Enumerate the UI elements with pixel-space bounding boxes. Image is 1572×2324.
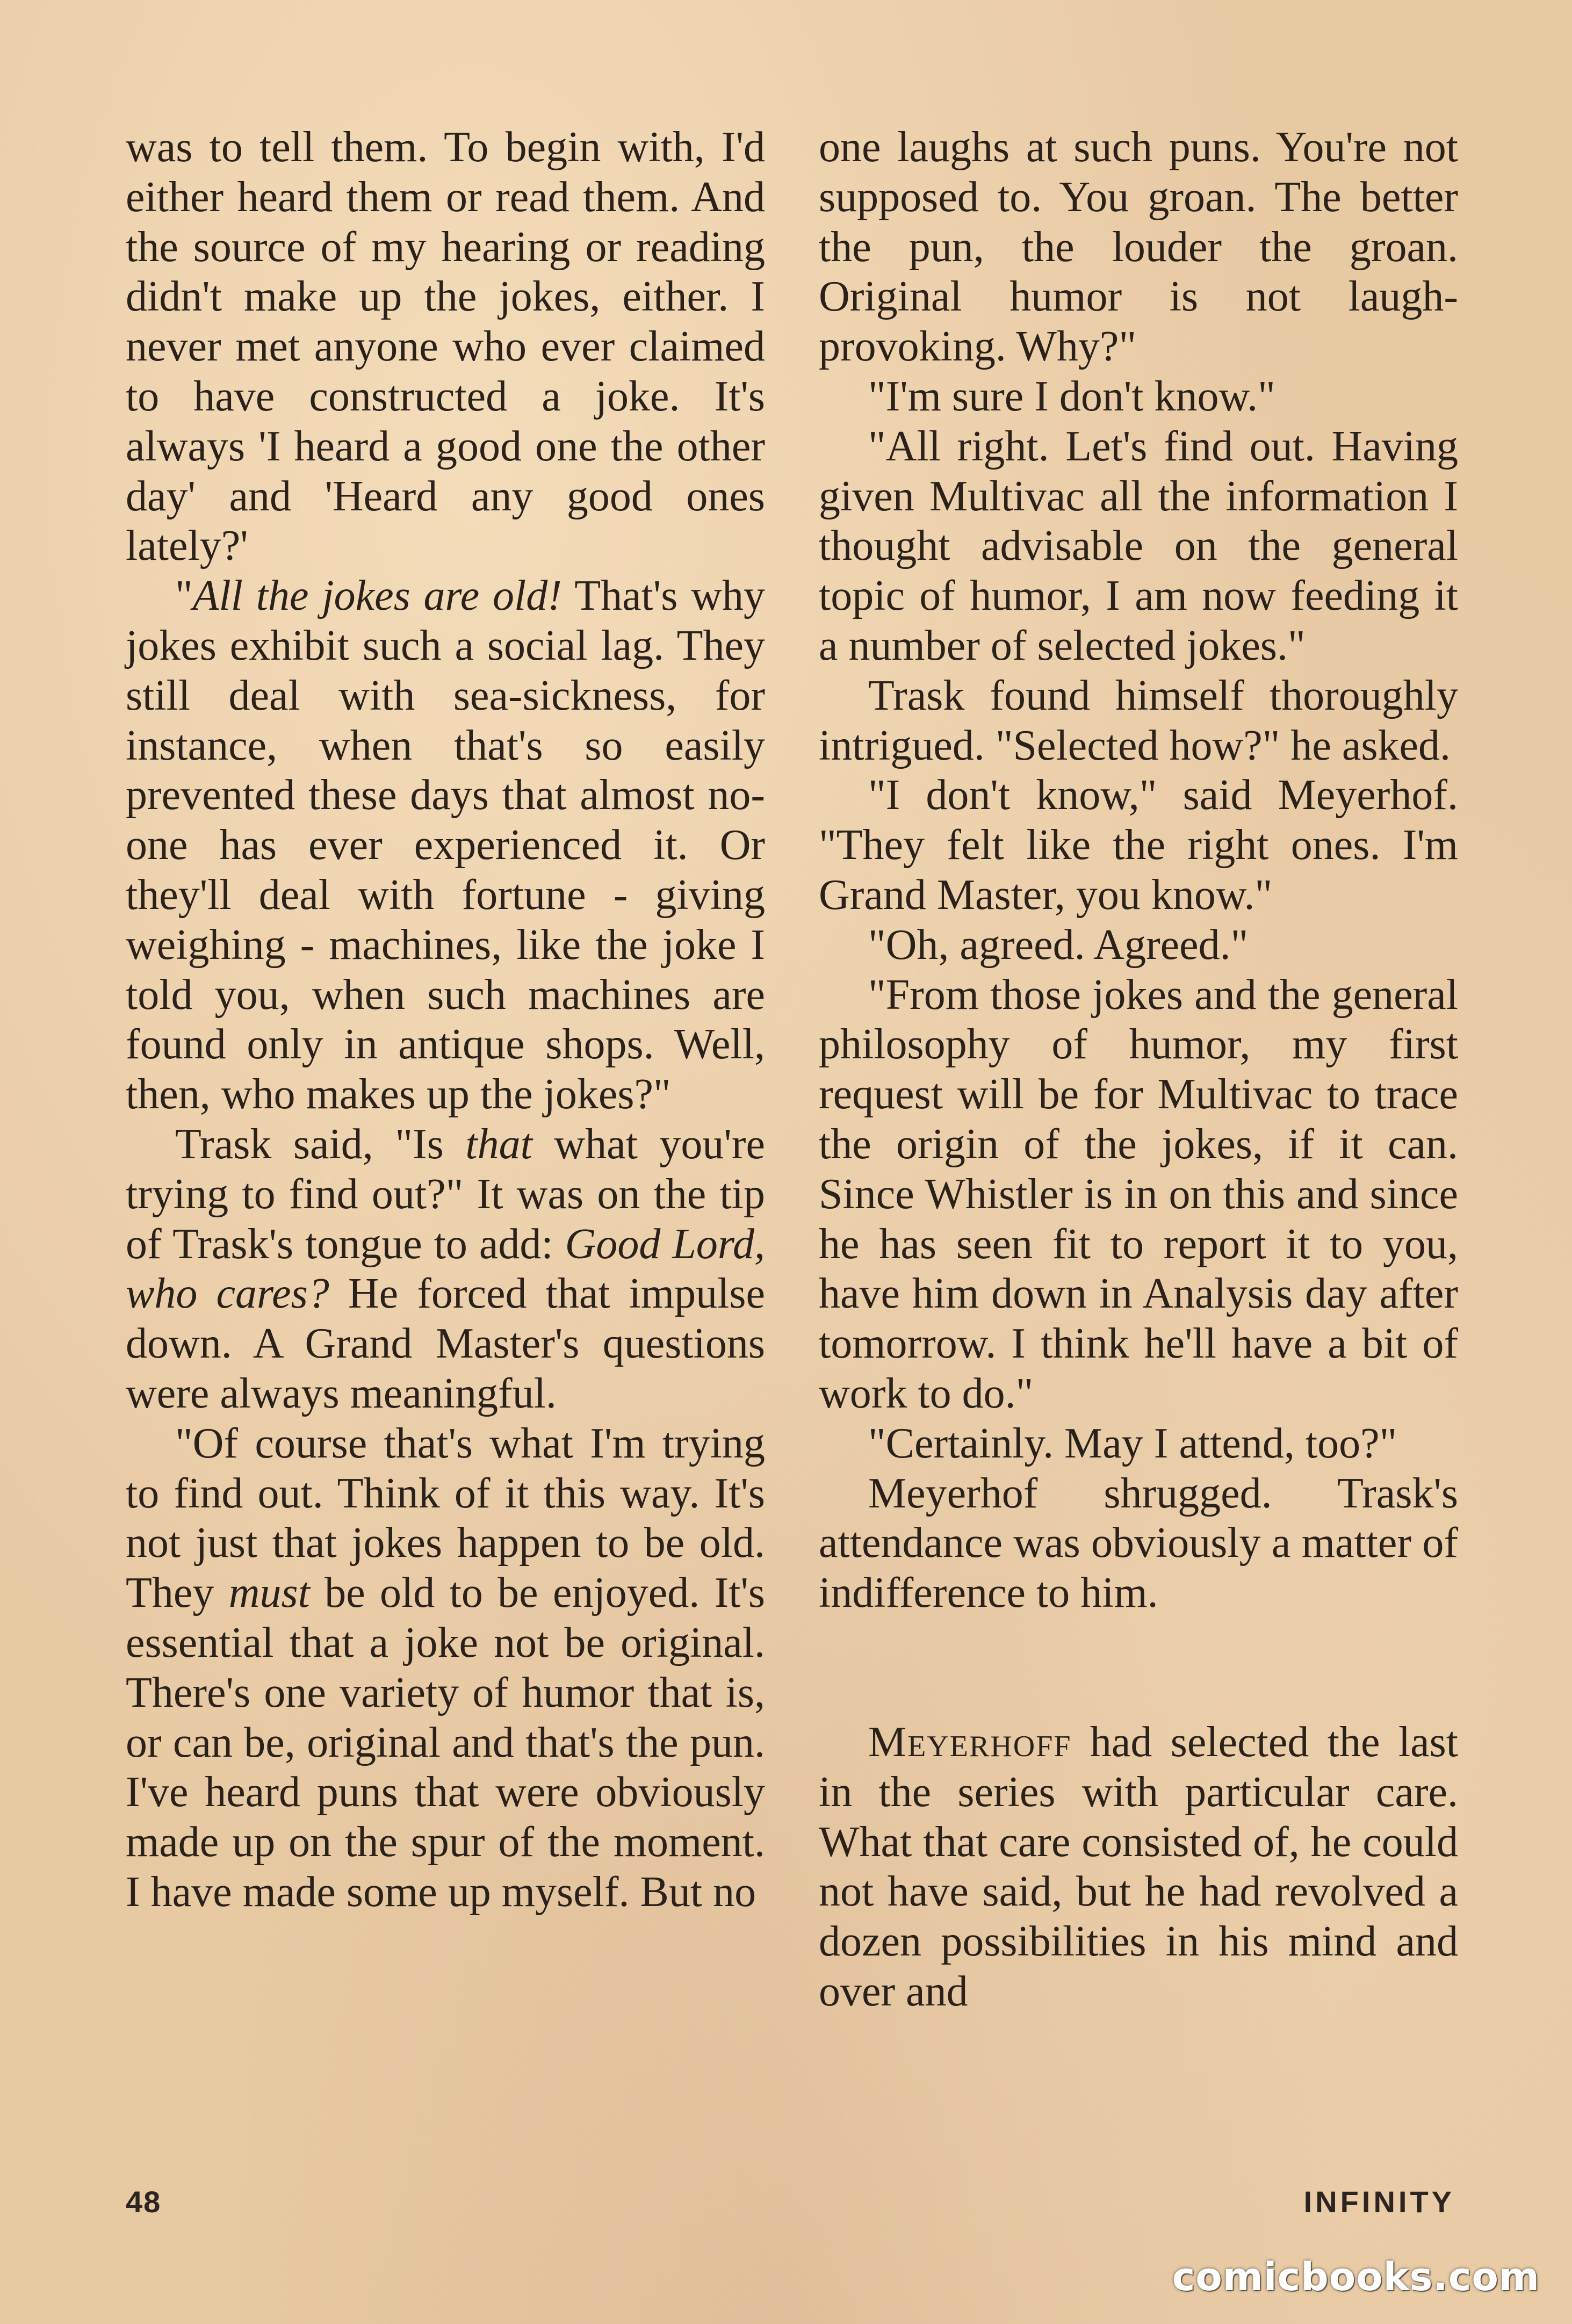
page-number: 48 (126, 2185, 162, 2219)
paragraph (126, 571, 765, 1120)
right-column (819, 122, 1458, 2017)
paragraph: "Oh, agreed. Agreed." (868, 921, 1249, 969)
section-lead-word: Meyerhoff (868, 1718, 1072, 1766)
italic-text: must (228, 1569, 310, 1617)
paragraph-text: That's why jokes exhibit such a social lag. They still deal with sea-sickness, for instance, when that's so easily prevented these days that almost no-one has ever experienced it. Or they'll deal with fortune - giving weighing - machines, like the joke I told you, when such machines are found only in antique shops. Well, then, who makes up the jokes?" (126, 572, 765, 1118)
paragraph-text: "Of course that's what I'm trying to find out. Think of it this way. It's not just that jokes happen to be old. They (126, 1419, 765, 1617)
paragraph: "I'm sure I don't know." (868, 372, 1275, 420)
left-column (126, 122, 765, 1917)
paragraph-text: had selected the last in the series with particular care. What that care consisted of, he could not have said, but he had revolved a dozen possibilities in his mind and over and (819, 1718, 1458, 2015)
paragraph: "All right. Let's find out. Having given Multivac all the information I thought advisable on the general topic of humor, I am now feeding it a number of selected jokes." (819, 422, 1458, 669)
paragraph-text: what you're trying to find out?" It was on the tip of Trask's tongue to add: (126, 1120, 765, 1268)
paragraph (126, 1120, 765, 1419)
paragraph-text: be old to be enjoyed. It's essential that a joke not be original. There's one variety of humor that is, or can be, original and that's the pun. I've heard puns that were obviously made up on the spur of the moment. I have made some up myself. But no (126, 1569, 766, 1916)
paragraph: Meyerhof shrugged. Trask's attendance was obviously a matter of indifference to him. (819, 1469, 1458, 1617)
italic-text: All the jokes are old! (192, 572, 562, 620)
paragraph: "I don't know," said Meyerhof. "They felt like the right ones. I'm Grand Master, you know." (819, 771, 1458, 919)
paragraph (126, 122, 765, 571)
paragraph: Trask found himself thoroughly intrigued. "Selected how?" he asked. (819, 672, 1458, 769)
paragraph-text: Trask said, "Is (175, 1120, 466, 1168)
paragraph-text: " (175, 572, 193, 620)
section-paragraph (819, 1717, 1458, 2017)
paragraph: "Certainly. May I attend, too?" (868, 1419, 1397, 1467)
paragraph: "From those jokes and the general philosophy of humor, my first request will be for Multivac to trace the origin of the jokes, if it can. Since Whistler is in on this and since he has seen fit to report it to you, have him down in Analysis day after tomorrow. I think he'll have a bit of work to do." (819, 971, 1458, 1417)
paragraph-text: He forced that impulse down. A Grand Master's questions were always meaningful. (126, 1270, 765, 1417)
italic-text: Good Lord, who cares? (126, 1220, 765, 1318)
paragraph-text: was to tell them. To begin with, I'd either heard them or read them. And the source of my hearing or reading didn't make up the jokes, either. I never met anyone who ever claimed to have constructed a joke. It's always 'I heard a good one the other day' and 'Heard any good ones lately?' (126, 124, 765, 570)
watermark: comicbooks.com (1172, 2254, 1540, 2299)
paragraph (126, 1419, 765, 1917)
italic-text: that (465, 1120, 532, 1168)
magazine-title: INFINITY (1303, 2185, 1455, 2219)
paragraph: one laughs at such puns. You're not supposed to. You groan. The better the pun, the louder the groan. Original humor is not laugh-provoking. Why?" (819, 124, 1458, 371)
